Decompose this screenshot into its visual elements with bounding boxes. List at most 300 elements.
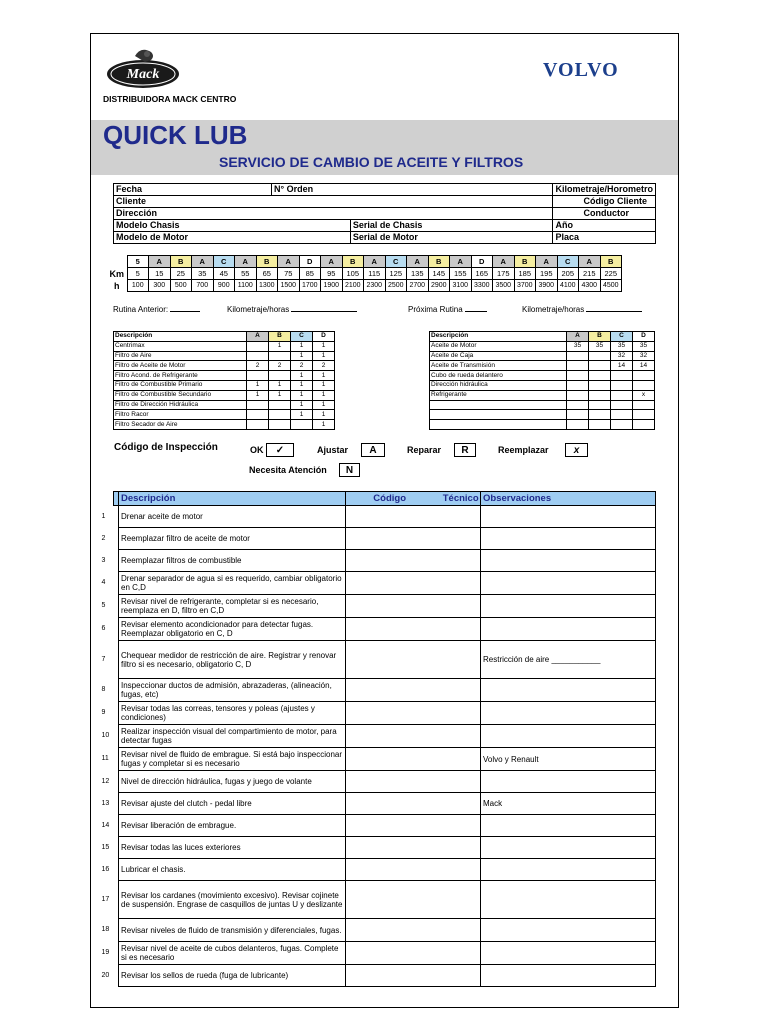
schedule-cell: 225 bbox=[600, 268, 622, 280]
codigo-cliente-field[interactable]: Código Cliente bbox=[553, 196, 656, 208]
task-description: Chequear medidor de restricción de aire. Registrar y renovar filtro si es necesario, obligatorio C, D bbox=[119, 641, 346, 679]
oils-cell[interactable]: 14 bbox=[633, 361, 655, 371]
filters-row bbox=[114, 390, 335, 400]
task-observaciones-cell[interactable] bbox=[481, 572, 656, 595]
filters-cell[interactable]: 2 bbox=[313, 361, 335, 371]
task-observaciones-cell[interactable] bbox=[481, 881, 656, 919]
col-descripcion: Descripción bbox=[119, 492, 346, 506]
task-number: 14 bbox=[101, 821, 110, 829]
km-horas-proxima-input[interactable] bbox=[586, 304, 642, 312]
schedule-cell: A bbox=[493, 256, 515, 268]
svg-text:Mack: Mack bbox=[126, 67, 160, 82]
schedule-cell: 1700 bbox=[299, 280, 321, 292]
schedule-cell: A bbox=[579, 256, 601, 268]
task-codigo-cell[interactable] bbox=[346, 679, 481, 702]
oils-row bbox=[430, 351, 655, 361]
task-row bbox=[114, 618, 656, 641]
oils-cell[interactable]: 35 bbox=[633, 341, 655, 351]
schedule-cell: 300 bbox=[149, 280, 171, 292]
schedule-cell: 15 bbox=[149, 268, 171, 280]
task-row bbox=[114, 595, 656, 618]
task-codigo-cell[interactable] bbox=[346, 528, 481, 550]
task-number-cell bbox=[101, 618, 119, 641]
filters-cell[interactable]: 1 bbox=[247, 390, 269, 400]
reparar-symbol: R bbox=[454, 443, 476, 457]
filters-cell[interactable] bbox=[269, 371, 291, 381]
maintenance-schedule bbox=[107, 255, 622, 292]
schedule-cell: 85 bbox=[299, 268, 321, 280]
filters-cell[interactable]: 1 bbox=[291, 351, 313, 361]
schedule-cell: 125 bbox=[385, 268, 407, 280]
schedule-cell: 45 bbox=[213, 268, 235, 280]
task-number-cell bbox=[101, 550, 119, 572]
task-observaciones-cell[interactable] bbox=[481, 595, 656, 618]
oils-cell[interactable] bbox=[567, 380, 589, 390]
filters-header-cell: D bbox=[313, 332, 335, 342]
task-row bbox=[114, 881, 656, 919]
schedule-cell: A bbox=[321, 256, 343, 268]
schedule-cell: 165 bbox=[471, 268, 493, 280]
filters-cell[interactable]: 1 bbox=[291, 380, 313, 390]
filters-cell[interactable]: 1 bbox=[313, 351, 335, 361]
task-row bbox=[114, 859, 656, 881]
task-codigo-cell[interactable] bbox=[346, 919, 481, 942]
task-description: Drenar aceite de motor bbox=[119, 506, 346, 528]
task-number: 12 bbox=[101, 777, 110, 785]
schedule-cell: 900 bbox=[213, 280, 235, 292]
task-observaciones-cell[interactable] bbox=[481, 859, 656, 881]
serial-motor-field[interactable]: Serial de Motor bbox=[350, 232, 553, 244]
oils-cell[interactable] bbox=[567, 361, 589, 371]
schedule-cell: B bbox=[600, 256, 622, 268]
task-observaciones-cell[interactable] bbox=[481, 965, 656, 987]
oils-header-cell: D bbox=[633, 332, 655, 342]
task-observaciones-cell[interactable] bbox=[481, 837, 656, 859]
task-number-cell bbox=[101, 572, 119, 595]
proxima-rutina-input[interactable] bbox=[465, 304, 487, 312]
col-codigo: Código bbox=[373, 493, 406, 504]
modelo-motor-field[interactable]: Modelo de Motor bbox=[114, 232, 351, 244]
task-codigo-cell[interactable] bbox=[346, 942, 481, 965]
oils-cell[interactable]: 32 bbox=[611, 351, 633, 361]
task-codigo-cell[interactable] bbox=[346, 793, 481, 815]
schedule-cell: 2900 bbox=[428, 280, 450, 292]
task-observaciones-cell[interactable] bbox=[481, 528, 656, 550]
schedule-cell: 3900 bbox=[536, 280, 558, 292]
distributor-name: DISTRIBUIDORA MACK CENTRO bbox=[103, 94, 237, 104]
oils-row bbox=[430, 380, 655, 390]
task-observaciones-cell[interactable]: Mack bbox=[481, 793, 656, 815]
oils-cell[interactable] bbox=[567, 420, 589, 430]
task-number: 1 bbox=[101, 513, 106, 520]
oils-header-cell: Descripción bbox=[430, 332, 567, 342]
filters-cell[interactable] bbox=[247, 351, 269, 361]
filters-cell[interactable] bbox=[247, 371, 269, 381]
schedule-cell: 3500 bbox=[493, 280, 515, 292]
schedule-cell: 175 bbox=[493, 268, 515, 280]
schedule-row-label: h bbox=[114, 280, 120, 291]
schedule-cell: A bbox=[364, 256, 386, 268]
schedule-cell: A bbox=[278, 256, 300, 268]
filters-cell: Centrimax bbox=[114, 341, 247, 351]
oils-cell: Aceite de Transmisión bbox=[430, 361, 567, 371]
oils-cell[interactable] bbox=[633, 371, 655, 381]
oils-row bbox=[430, 371, 655, 381]
oils-cell[interactable] bbox=[611, 390, 633, 400]
atencion-symbol: N bbox=[339, 463, 360, 477]
oils-cell[interactable] bbox=[589, 400, 611, 410]
oils-cell bbox=[430, 400, 567, 410]
filters-cell[interactable]: 1 bbox=[313, 400, 335, 410]
task-row bbox=[114, 572, 656, 595]
task-description: Revisar elemento acondicionador para detectar fugas. Reemplazar obligatorio en C, D bbox=[119, 618, 346, 641]
filters-header-cell: C bbox=[291, 332, 313, 342]
task-number: 13 bbox=[101, 799, 110, 807]
oils-cell[interactable]: 14 bbox=[611, 361, 633, 371]
oils-cell[interactable] bbox=[611, 410, 633, 420]
filters-cell[interactable]: 1 bbox=[291, 410, 313, 420]
filters-cell[interactable]: 1 bbox=[291, 371, 313, 381]
filters-cell[interactable]: 2 bbox=[247, 361, 269, 371]
ok-label: OK bbox=[250, 445, 264, 455]
task-number-cell bbox=[101, 793, 119, 815]
schedule-cell: 700 bbox=[192, 280, 214, 292]
oils-cell[interactable] bbox=[589, 371, 611, 381]
task-codigo-cell[interactable] bbox=[346, 815, 481, 837]
task-number: 15 bbox=[101, 843, 110, 851]
task-description: Revisar todas las correas, tensores y poleas (ajustes y condiciones) bbox=[119, 702, 346, 725]
task-codigo-cell[interactable] bbox=[346, 859, 481, 881]
rutina-anterior-input[interactable] bbox=[170, 304, 200, 312]
oils-row bbox=[430, 390, 655, 400]
schedule-cell: 1900 bbox=[321, 280, 343, 292]
placa-field[interactable]: Placa bbox=[553, 232, 656, 244]
schedule-row-label bbox=[107, 256, 127, 268]
oils-header-cell: B bbox=[589, 332, 611, 342]
task-codigo-cell[interactable] bbox=[346, 506, 481, 528]
schedule-cell: B bbox=[256, 256, 278, 268]
task-number: 9 bbox=[101, 709, 106, 716]
conductor-field[interactable]: Conductor bbox=[553, 208, 656, 220]
oils-cell[interactable] bbox=[567, 371, 589, 381]
km-horas-anterior: Kilometraje/horas bbox=[227, 304, 357, 314]
schedule-cell: 145 bbox=[428, 268, 450, 280]
schedule-cell: 205 bbox=[557, 268, 579, 280]
task-codigo-cell[interactable] bbox=[346, 725, 481, 748]
filters-cell[interactable]: 1 bbox=[313, 341, 335, 351]
filters-cell[interactable]: 1 bbox=[291, 400, 313, 410]
oils-row bbox=[430, 420, 655, 430]
task-description: Nivel de dirección hidráulica, fugas y juego de volante bbox=[119, 771, 346, 793]
filters-header-cell: B bbox=[269, 332, 291, 342]
task-number: 2 bbox=[101, 534, 106, 542]
oils-cell[interactable]: 35 bbox=[589, 341, 611, 351]
inspection-code-title: Código de Inspección bbox=[114, 442, 218, 453]
task-observaciones-cell[interactable] bbox=[481, 725, 656, 748]
task-observaciones-cell[interactable] bbox=[481, 771, 656, 793]
oils-cell[interactable]: 35 bbox=[567, 341, 589, 351]
filters-cell[interactable] bbox=[269, 420, 291, 430]
task-row bbox=[114, 641, 656, 679]
mack-logo bbox=[105, 44, 185, 94]
task-number-cell bbox=[101, 702, 119, 725]
orden-field[interactable]: N° Orden bbox=[272, 184, 553, 196]
oils-row bbox=[430, 410, 655, 420]
task-row bbox=[114, 942, 656, 965]
filters-header-cell: Descripción bbox=[114, 332, 247, 342]
task-description: Drenar separador de agua si es requerido, cambiar obligatorio en C,D bbox=[119, 572, 346, 595]
task-number-cell bbox=[101, 725, 119, 748]
oils-cell[interactable] bbox=[567, 400, 589, 410]
oils-cell[interactable] bbox=[611, 420, 633, 430]
filters-row bbox=[114, 380, 335, 390]
schedule-cell: B bbox=[342, 256, 364, 268]
schedule-cell: 195 bbox=[536, 268, 558, 280]
schedule-cell: 3300 bbox=[471, 280, 493, 292]
ajustar-label: Ajustar bbox=[317, 445, 349, 455]
filters-cell[interactable]: 1 bbox=[313, 380, 335, 390]
task-description: Reemplazar filtro de aceite de motor bbox=[119, 528, 346, 550]
task-number: 10 bbox=[101, 732, 110, 739]
task-number-cell bbox=[101, 595, 119, 618]
oils-cell[interactable]: x bbox=[633, 390, 655, 400]
page-title: QUICK LUB bbox=[103, 120, 248, 150]
col-codigo-tecnico bbox=[346, 492, 481, 506]
kilometraje-field[interactable]: Kilometraje/Horometro bbox=[553, 184, 656, 196]
task-number-cell bbox=[101, 881, 119, 919]
schedule-cell: 1500 bbox=[278, 280, 300, 292]
km-horas-anterior-input[interactable] bbox=[291, 304, 357, 312]
task-number: 17 bbox=[101, 895, 110, 903]
task-observaciones-cell[interactable] bbox=[481, 618, 656, 641]
service-sheet bbox=[90, 33, 679, 1008]
schedule-cell: A bbox=[192, 256, 214, 268]
schedule-cell: C bbox=[385, 256, 407, 268]
task-observaciones-cell[interactable] bbox=[481, 919, 656, 942]
modelo-chasis-field[interactable]: Modelo Chasis bbox=[114, 220, 351, 232]
oils-cell[interactable] bbox=[567, 410, 589, 420]
anio-field[interactable]: Año bbox=[553, 220, 656, 232]
schedule-row-km bbox=[107, 268, 622, 280]
task-observaciones-cell[interactable] bbox=[481, 506, 656, 528]
schedule-cell: 4100 bbox=[557, 280, 579, 292]
oils-cell bbox=[430, 410, 567, 420]
task-number: 11 bbox=[101, 755, 109, 762]
task-number-cell bbox=[101, 748, 119, 771]
task-observaciones-cell[interactable] bbox=[481, 815, 656, 837]
filters-cell[interactable]: 1 bbox=[313, 410, 335, 420]
oils-cell[interactable] bbox=[633, 380, 655, 390]
schedule-cell: B bbox=[428, 256, 450, 268]
filters-cell[interactable]: 1 bbox=[269, 390, 291, 400]
task-codigo-cell[interactable] bbox=[346, 965, 481, 987]
schedule-cell: 1100 bbox=[235, 280, 257, 292]
task-number-cell bbox=[101, 679, 119, 702]
task-codigo-cell[interactable] bbox=[346, 748, 481, 771]
schedule-cell: C bbox=[213, 256, 235, 268]
oils-header-row bbox=[430, 332, 655, 342]
task-codigo-cell[interactable] bbox=[346, 702, 481, 725]
oils-cell[interactable] bbox=[633, 420, 655, 430]
filters-cell: Filtro Secador de Aire bbox=[114, 420, 247, 430]
filters-cell[interactable]: 1 bbox=[247, 380, 269, 390]
filters-cell[interactable] bbox=[247, 400, 269, 410]
task-header-row bbox=[114, 492, 656, 506]
schedule-cell: 2300 bbox=[364, 280, 386, 292]
atencion-label: Necesita Atención bbox=[249, 465, 327, 475]
task-row bbox=[114, 528, 656, 550]
filters-cell: Filtro de Aceite de Motor bbox=[114, 361, 247, 371]
oils-cell[interactable]: 32 bbox=[633, 351, 655, 361]
schedule-cell: 185 bbox=[514, 268, 536, 280]
task-observaciones-cell[interactable] bbox=[481, 679, 656, 702]
oils-cell[interactable] bbox=[589, 420, 611, 430]
schedule-cell: 5 bbox=[127, 268, 149, 280]
task-description: Revisar los sellos de rueda (fuga de lubricante) bbox=[119, 965, 346, 987]
filters-cell[interactable] bbox=[247, 410, 269, 420]
filters-cell[interactable]: 1 bbox=[313, 371, 335, 381]
schedule-cell: 2700 bbox=[407, 280, 429, 292]
oils-cell[interactable] bbox=[589, 351, 611, 361]
task-number-cell bbox=[101, 837, 119, 859]
filters-cell: Filtro de Dirección Hidráulica bbox=[114, 400, 247, 410]
task-number-cell bbox=[101, 771, 119, 793]
filters-cell[interactable]: 1 bbox=[269, 341, 291, 351]
task-codigo-cell[interactable] bbox=[346, 771, 481, 793]
filters-cell[interactable]: 1 bbox=[291, 341, 313, 351]
filters-cell[interactable]: 1 bbox=[313, 420, 335, 430]
oils-cell[interactable] bbox=[633, 410, 655, 420]
schedule-cell: A bbox=[235, 256, 257, 268]
task-number-cell bbox=[101, 506, 119, 528]
task-codigo-cell[interactable] bbox=[346, 641, 481, 679]
schedule-cell: A bbox=[149, 256, 171, 268]
oils-cell[interactable] bbox=[633, 400, 655, 410]
filters-row bbox=[114, 361, 335, 371]
filters-cell[interactable] bbox=[291, 420, 313, 430]
filters-row bbox=[114, 341, 335, 351]
schedule-cell: 2500 bbox=[385, 280, 407, 292]
task-number: 8 bbox=[101, 686, 106, 693]
task-codigo-cell[interactable] bbox=[346, 618, 481, 641]
rutina-anterior: Rutina Anterior: bbox=[113, 304, 200, 314]
serial-chasis-field[interactable]: Serial de Chasis bbox=[350, 220, 553, 232]
task-observaciones-cell[interactable]: Restricción de aire ___________ bbox=[481, 641, 656, 679]
filters-row bbox=[114, 371, 335, 381]
task-codigo-cell[interactable] bbox=[346, 595, 481, 618]
task-description: Inspeccionar ductos de admisión, abrazaderas, (alineación, fugas, etc) bbox=[119, 679, 346, 702]
task-description: Revisar liberación de embrague. bbox=[119, 815, 346, 837]
oils-cell[interactable]: 35 bbox=[611, 341, 633, 351]
schedule-cell: 3700 bbox=[514, 280, 536, 292]
filters-cell[interactable] bbox=[247, 341, 269, 351]
task-row bbox=[114, 815, 656, 837]
task-number: 18 bbox=[101, 926, 110, 933]
filters-cell: Filtro de Combustible Secundario bbox=[114, 390, 247, 400]
schedule-cell: 65 bbox=[256, 268, 278, 280]
filters-cell[interactable] bbox=[247, 420, 269, 430]
task-number: 3 bbox=[101, 556, 106, 564]
task-number: 19 bbox=[101, 949, 110, 956]
task-row bbox=[114, 550, 656, 572]
km-horas-proxima: Kilometraje/horas bbox=[522, 304, 642, 314]
task-codigo-cell[interactable] bbox=[346, 881, 481, 919]
oils-cell[interactable] bbox=[611, 380, 633, 390]
oils-cell: Aceite de Motor bbox=[430, 341, 567, 351]
schedule-cell: 115 bbox=[364, 268, 386, 280]
task-number: 16 bbox=[101, 865, 110, 873]
task-observaciones-cell[interactable] bbox=[481, 550, 656, 572]
oils-row bbox=[430, 400, 655, 410]
schedule-cell: A bbox=[536, 256, 558, 268]
task-observaciones-cell[interactable] bbox=[481, 942, 656, 965]
schedule-cell: 2100 bbox=[342, 280, 364, 292]
volvo-logo: VOLVO bbox=[543, 59, 619, 81]
filters-cell[interactable]: 1 bbox=[269, 380, 291, 390]
oils-row bbox=[430, 361, 655, 371]
oils-cell[interactable] bbox=[567, 390, 589, 400]
direccion-field[interactable]: Dirección bbox=[114, 208, 553, 220]
oils-row bbox=[430, 341, 655, 351]
schedule-cell: 25 bbox=[170, 268, 192, 280]
oils-cell[interactable] bbox=[589, 410, 611, 420]
task-description: Revisar los cardanes (movimiento excesivo). Revisar cojinete de suspensión. Engrase de casquillos de juntas U y deslizante bbox=[119, 881, 346, 919]
task-observaciones-cell[interactable]: Volvo y Renault bbox=[481, 748, 656, 771]
oils-cell[interactable] bbox=[589, 380, 611, 390]
filters-cell[interactable]: 1 bbox=[291, 390, 313, 400]
proxima-rutina: Próxima Rutina bbox=[408, 304, 487, 314]
schedule-cell: 55 bbox=[235, 268, 257, 280]
task-row bbox=[114, 679, 656, 702]
task-codigo-cell[interactable] bbox=[346, 837, 481, 859]
filters-cell[interactable]: 2 bbox=[269, 361, 291, 371]
task-description: Lubricar el chasis. bbox=[119, 859, 346, 881]
task-number-cell bbox=[101, 942, 119, 965]
schedule-cell: B bbox=[170, 256, 192, 268]
oils-cell[interactable] bbox=[589, 390, 611, 400]
oils-cell[interactable] bbox=[611, 400, 633, 410]
filters-cell[interactable] bbox=[269, 410, 291, 420]
filters-cell: Filtro Racor bbox=[114, 410, 247, 420]
filters-cell[interactable]: 1 bbox=[313, 390, 335, 400]
ok-symbol: ✓ bbox=[266, 443, 294, 457]
filters-table bbox=[113, 331, 335, 430]
filters-cell[interactable] bbox=[269, 351, 291, 361]
filters-cell[interactable]: 2 bbox=[291, 361, 313, 371]
task-row bbox=[114, 965, 656, 987]
task-codigo-cell[interactable] bbox=[346, 572, 481, 595]
task-number-cell bbox=[101, 859, 119, 881]
task-row bbox=[114, 919, 656, 942]
task-observaciones-cell[interactable] bbox=[481, 702, 656, 725]
reemplazar-symbol: x bbox=[565, 443, 588, 457]
schedule-cell: B bbox=[514, 256, 536, 268]
oils-cell[interactable] bbox=[589, 361, 611, 371]
task-description: Reemplazar filtros de combustible bbox=[119, 550, 346, 572]
task-checklist bbox=[101, 491, 656, 987]
schedule-cell: 135 bbox=[407, 268, 429, 280]
fecha-field[interactable]: Fecha bbox=[114, 184, 272, 196]
filters-row bbox=[114, 420, 335, 430]
cliente-field[interactable]: Cliente bbox=[114, 196, 553, 208]
oils-cell[interactable] bbox=[567, 351, 589, 361]
filters-cell[interactable] bbox=[269, 400, 291, 410]
task-codigo-cell[interactable] bbox=[346, 550, 481, 572]
page-subtitle: SERVICIO DE CAMBIO DE ACEITE Y FILTROS bbox=[219, 154, 524, 170]
filters-cell: Filtro de Combustible Primario bbox=[114, 380, 247, 390]
schedule-row-label: Km bbox=[109, 268, 124, 279]
oils-cell[interactable] bbox=[611, 371, 633, 381]
